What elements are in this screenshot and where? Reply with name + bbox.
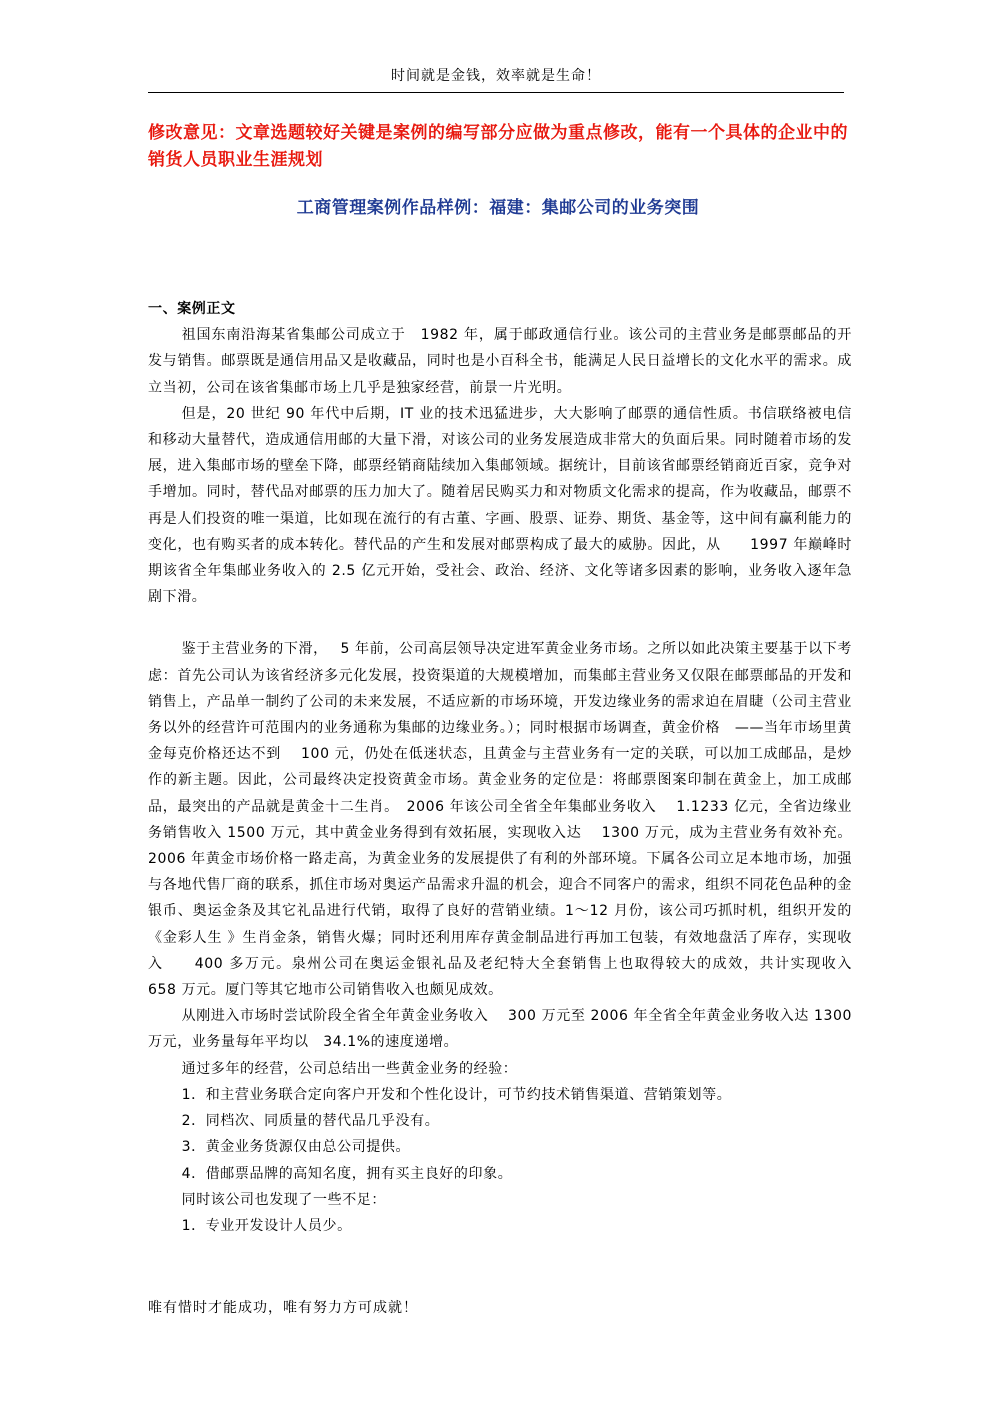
- paragraph-growth: 从刚进入市场时尝试阶段全省全年黄金业务收入 300 万元至 2006 年全省全年黄金业务收入达 1300 万元，业务量每年平均以 34.1%的速度递增。: [148, 1008, 852, 1051]
- section-heading: 一、案例正文: [148, 301, 236, 317]
- list-item: 3．黄金业务货源仅由总公司提供。: [181, 1139, 411, 1156]
- list-item: 2．同档次、同质量的替代品几乎没有。: [181, 1113, 440, 1130]
- document-body: [148, 296, 887, 1239]
- revision-note: 修改意见：文章选题较好关键是案例的编写部分应做为重点修改，能有一个具体的企业中的销货人员职业生涯规划: [148, 123, 848, 170]
- paragraph-experience-intro: 通过多年的经营，公司总结出一些黄金业务的经验：: [181, 1060, 518, 1077]
- list-item: 1．专业开发设计人员少。: [181, 1217, 352, 1234]
- document-title: 工商管理案例作品样例：福建：集邮公司的业务突围: [296, 198, 700, 218]
- page-footer: 唯有惜时才能成功，唯有努力方可成就！: [148, 1300, 418, 1316]
- paragraph-decline: 但是，20 世纪 90 年代中后期，IT 业的技术迅猛进步，大大影响了邮票的通信性质。书信联络被电信和移动大量替代，造成通信用邮的大量下滑，对该公司的业务发展造成非常大的负面后果。同时随着市场的发展，进入集邮市场的壁垒下降，邮票经销商陆续加入集邮领域。据统计，目前该省邮票经销商近百家，竞争对手增加。同时，替代品对邮票的压力加大了。随着居民购买力和对物质文化需求的提高，作为收藏品，邮票不再是人们投资的唯一渠道，比如现在流行的有古董、字画、股票、证券、期货、基金等，这中间有赢利能力的变化，也有购买者的成本转化。替代品的产生和发展对邮票构成了最大的威胁。因此，从 1997 年巅峰时期该省全年集邮业务收入的 2.5 亿元开始，受社会、政治、经济、文化等诸多因素的影响，业务收入逐年急剧下滑。: [148, 405, 852, 606]
- header-divider: [148, 92, 844, 93]
- list-item: 1．和主营业务联合定向客户开发和个性化设计，可节约技术销售渠道、营销策划等。: [181, 1086, 732, 1103]
- list-item: 4．借邮票品牌的高知名度，拥有买主良好的印象。: [181, 1165, 513, 1182]
- paragraph-founding: 祖国东南沿海某省集邮公司成立于 1982 年，属于邮政通信行业。该公司的主营业务是邮票邮品的开发与销售。邮票既是通信用品又是收藏品，同时也是小百科全书，能满足人民日益增长的文化水平的需求。成立当初，公司在该省集邮市场上几乎是独家经营，前景一片光明。: [148, 327, 852, 396]
- paragraph-gold-business: 鉴于主营业务的下滑， 5 年前，公司高层领导决定进军黄金业务市场。之所以如此决策主要基于以下考虑：首先公司认为该省经济多元化发展，投资渠道的大规模增加，而集邮主营业务又仅限在邮票邮品的开发和销售上，产品单一制约了公司的未来发展，不适应新的市场环境，开发边缘业务的需求迫在眉睫（公司主营业务以外的经营许可范围内的业务通称为集邮的边缘业务。）；同时根据市场调查，黄金价格 ——当年市场里黄金每克价格还达不到 100 元，仍处在低迷状态，且黄金与主营业务有一定的关联，可以加工成邮品，是炒作的新主题。因此，公司最终决定投资黄金市场。黄金业务的定位是：将邮票图案印制在黄金上，加工成邮品，最突出的产品就是黄金十二生肖。 2006 年该公司全省全年集邮业务收入 1.1233 亿元，全省边缘业务销售收入 1500 万元，其中黄金业务得到有效拓展，实现收入达 1300 万元，成为主营业务有效补充。2006 年黄金市场价格一路走高，为黄金业务的发展提供了有利的外部环境。下属各公司立足本地市场，加强与各地代售厂商的联系，抓住市场对奥运产品需求升温的机会，迎合不同客户的需求，组织不同花色品种的金银币、奥运金条及其它礼品进行代销，取得了良好的营销业绩。1～12 月份，该公司巧抓时机，组织开发的 《金彩人生 》生肖金条，销售火爆；同时还利用库存黄金制品进行再加工包装，有效地盘活了库存，实现收入 400 多万元。泉州公司在奥运金银礼品及老纪特大全套销售上也取得较大的成效，共计实现收入 658 万元。厦门等其它地市公司销售收入也颇见成效。: [148, 641, 887, 999]
- shortcoming-intro: 同时该公司也发现了一些不足：: [181, 1191, 386, 1208]
- page-header: 时间就是金钱，效率就是生命！: [391, 68, 601, 84]
